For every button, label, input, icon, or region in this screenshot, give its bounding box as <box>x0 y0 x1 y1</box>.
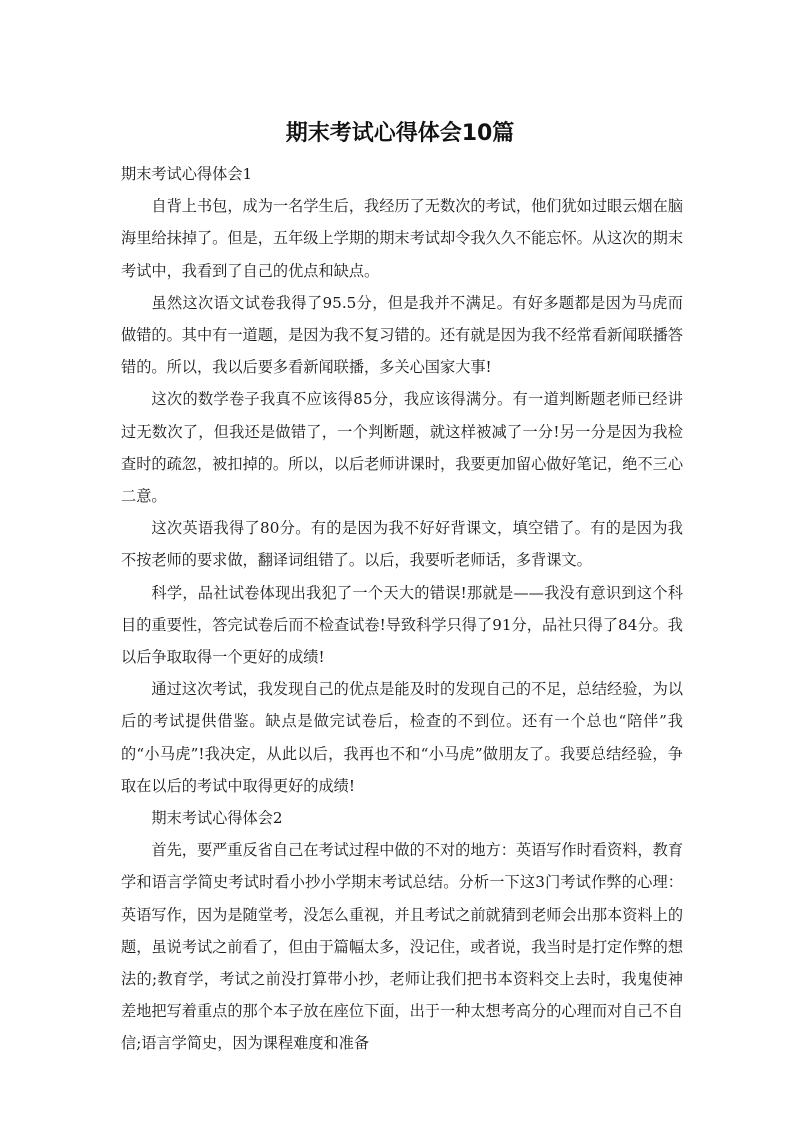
section-heading-2: 期末考试心得体会2 <box>151 809 283 828</box>
paragraph: 科学，品社试卷体现出我犯了一个天大的错误!那就是——我没有意识到这个科目的重要性，答完试卷后而不检查试卷!导致科学只得了91分，品社只得了84分。我以后争取取得一个更好的成绩! <box>121 583 683 667</box>
paragraph: 通过这次考试，我发现自己的优点是能及时的发现自己的不足，总结经验，为以后的考试提供借鉴。缺点是做完试卷后，检查的不到位。还有一个总也“陪伴”我的“小马虎”!我决定，从此以后，我再也不和“小马虎”做朋友了。我要总结经验，争取在以后的考试中取得更好的成绩! <box>121 680 683 795</box>
document-body <box>121 158 683 1060</box>
document-title: 期末考试心得体会10篇 <box>285 121 515 146</box>
section-heading-1: 期末考试心得体会1 <box>121 165 253 183</box>
paragraph: 虽然这次语文试卷我得了95.5分，但是我并不满足。有好多题都是因为马虎而做错的。其中有一道题，是因为我不复习错的。还有就是因为我不经常看新闻联播答错的。所以，我以后要多看新闻联播，多关心国家大事! <box>121 293 683 377</box>
paragraph: 这次英语我得了80分。有的是因为我不好好背课文，填空错了。有的是因为我不按老师的要求做，翻译词组错了。以后，我要听老师话，多背课文。 <box>121 519 683 570</box>
paragraph: 首先，要严重反省自己在考试过程中做的不对的地方：英语写作时看资料，教育学和语言学简史考试时看小抄小学期末考试总结。分析一下这3门考试作弊的心理：英语写作，因为是随堂考，没怎么重视，并且考试之前就猜到老师会出那本资料上的题，虽说考试之前看了，但由于篇幅太多，没记住，或者说，我当时是打定作弊的想法的;教育学，考试之前没打算带小抄，老师让我们把书本资料交上去时，我鬼使神差地把写着重点的那个本子放在座位下面，出于一种太想考高分的心理而对自己不自信;语言学简史，因为课程难度和准备 <box>121 841 683 1053</box>
paragraph: 这次的数学卷子我真不应该得85分，我应该得满分。有一道判断题老师已经讲过无数次了，但我还是做错了，一个判断题，就这样被减了一分!另一分是因为我检查时的疏忽，被扣掉的。所以，以后老师讲课时，我要更加留心做好笔记，绝不三心二意。 <box>121 390 683 506</box>
paragraph: 自背上书包，成为一名学生后，我经历了无数次的考试，他们犹如过眼云烟在脑海里给抹掉了。但是，五年级上学期的期末考试却令我久久不能忘怀。从这次的期末考试中，我看到了自己的优点和缺点。 <box>121 197 683 280</box>
